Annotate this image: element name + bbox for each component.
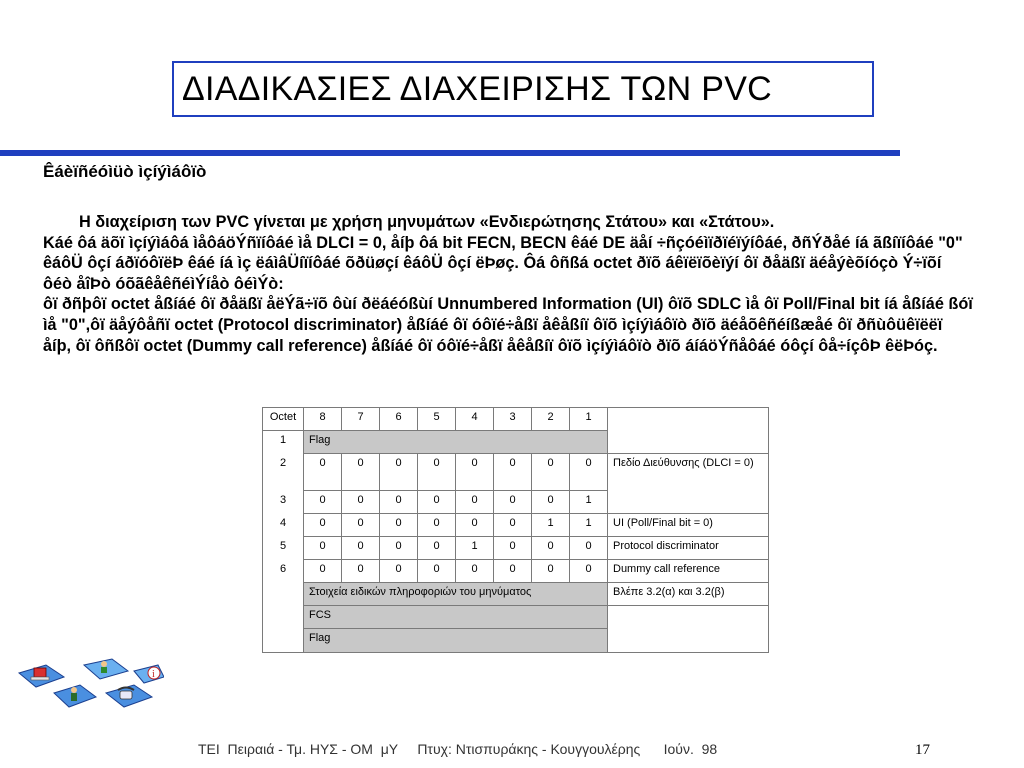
bit-cell: 0 — [570, 537, 608, 560]
bit-cell: 0 — [532, 454, 570, 491]
bit-cell: 0 — [418, 514, 456, 537]
bit-header: 2 — [532, 408, 570, 431]
bit-cell: 0 — [380, 560, 418, 583]
bit-cell: 0 — [418, 454, 456, 491]
bit-cell: 0 — [418, 491, 456, 514]
table-row — [263, 431, 769, 454]
footer-text: ΤΕΙ Πειραιά - Τμ. ΗΥΣ - ΟΜ μΥ Πτυχ: Ντισπυράκης - Κουγγουλέρης Ιούν. 98 — [198, 741, 718, 757]
flag-field: Flag — [304, 431, 608, 454]
octet-number: 2 — [263, 454, 304, 491]
octet-number: 5 — [263, 537, 304, 560]
slide-body — [43, 212, 973, 356]
bit-cell: 0 — [304, 560, 342, 583]
bit-cell: 0 — [456, 514, 494, 537]
slide-subheading: Êáèïñéóìüò ìçíýìáôïò — [43, 162, 207, 181]
bit-cell: 0 — [418, 560, 456, 583]
bit-cell: 0 — [304, 491, 342, 514]
bit-cell: 0 — [342, 454, 380, 491]
bit-cell: 0 — [380, 537, 418, 560]
bit-cell: 1 — [570, 514, 608, 537]
bit-cell: 0 — [380, 491, 418, 514]
page-number: 17 — [915, 742, 930, 758]
paragraph-dlci: Κáé ôá äõï ìçíýìáôá ìåôáöÝñïíôáé ìå DLCI = 0, åíþ ôá bit FECN, BECN êáé DE äåí ÷ñçóéìïðïéïýíôáé, ðñÝðåé íá ãßíïíôáé "0" êáôÜ ôçí áðïóôïëÞ êáé íá ìç ëáìâÜíïíôáé õðüøçí êáôÜ ôçí ëÞøç. Ôá ôñßá octet ðïõ áêïëïõèïýí ôï ðåäßï äéåýèõíóçò Ý÷ïõí ôéò åîÞò óõãêåêñéìÝíåò ôéìÝò: — [43, 233, 963, 293]
bit-cell: 0 — [570, 560, 608, 583]
bit-cell: 0 — [456, 454, 494, 491]
bit-cell: 0 — [532, 491, 570, 514]
dummy-call-reference-description: Dummy call reference — [608, 560, 769, 583]
bit-cell: 0 — [532, 560, 570, 583]
bit-header: 4 — [456, 408, 494, 431]
info-elements-description: Βλέπε 3.2(α) και 3.2(β) — [608, 583, 769, 606]
octet-header: Octet — [263, 408, 304, 431]
flag-field: Flag — [304, 629, 608, 653]
bit-header: 1 — [570, 408, 608, 431]
table-row — [263, 537, 769, 560]
desc-cell — [608, 431, 769, 454]
bit-header: 3 — [494, 408, 532, 431]
bit-header: 7 — [342, 408, 380, 431]
decorative-clipart — [14, 655, 164, 715]
fcs-field: FCS — [304, 606, 608, 629]
bit-cell: 0 — [380, 454, 418, 491]
bit-cell: 0 — [494, 537, 532, 560]
octet-number: 6 — [263, 560, 304, 583]
bit-header: 5 — [418, 408, 456, 431]
info-elements-field: Στοιχεία ειδικών πληροφοριών του μηνύματος — [304, 583, 608, 606]
bit-cell: 1 — [532, 514, 570, 537]
desc-header — [608, 408, 769, 431]
bit-cell: 0 — [456, 560, 494, 583]
network-puzzle-icon — [14, 655, 164, 715]
octet-number — [263, 629, 304, 653]
desc-cell — [608, 629, 769, 653]
computer-icon — [31, 668, 49, 680]
bit-cell: 0 — [304, 454, 342, 491]
table-row — [263, 454, 769, 491]
protocol-discriminator-description: Protocol discriminator — [608, 537, 769, 560]
bit-cell: 0 — [494, 560, 532, 583]
ui-description: UI (Poll/Final bit = 0) — [608, 514, 769, 537]
octet-number: 3 — [263, 491, 304, 514]
bit-cell: 0 — [494, 491, 532, 514]
bit-cell: 0 — [342, 491, 380, 514]
bit-cell: 0 — [456, 491, 494, 514]
table-row — [263, 514, 769, 537]
bit-cell: 0 — [494, 454, 532, 491]
bit-cell: 0 — [304, 514, 342, 537]
bit-header: 6 — [380, 408, 418, 431]
frame-format-table — [262, 407, 769, 653]
table-row — [263, 583, 769, 606]
bit-cell: 0 — [342, 514, 380, 537]
table-row — [263, 629, 769, 653]
bit-cell: 0 — [380, 514, 418, 537]
octet-number — [263, 583, 304, 606]
bit-cell: 0 — [418, 537, 456, 560]
bit-header: 8 — [304, 408, 342, 431]
paragraph-intro: Η διαχείριση των PVC γίνεται με χρήση μηνυμάτων «Ενδιερώτησης Στάτου» και «Στάτου». — [79, 213, 775, 231]
table-row — [263, 560, 769, 583]
dlci-description: Πεδίο Διεύθυνσης (DLCI = 0) — [608, 454, 769, 514]
octet-number: 4 — [263, 514, 304, 537]
desc-cell — [608, 606, 769, 629]
bit-cell: 1 — [570, 491, 608, 514]
bit-cell: 0 — [570, 454, 608, 491]
table-row — [263, 606, 769, 629]
bit-cell: 0 — [494, 514, 532, 537]
title-divider — [0, 150, 900, 156]
octet-number — [263, 606, 304, 629]
bit-cell: 1 — [456, 537, 494, 560]
table-header-row — [263, 408, 769, 431]
svg-text:i: i — [152, 669, 155, 680]
octet-number: 1 — [263, 431, 304, 454]
slide-title — [172, 61, 874, 117]
bit-cell: 0 — [342, 537, 380, 560]
bit-cell: 0 — [342, 560, 380, 583]
paragraph-octets: ôï ðñþôï octet åßíáé ôï ðåäßï åëÝã÷ïõ ôùí ðëáéóßùí Unnumbered Information (UI) ôïõ SDLC ìå ôï Poll/Final bit íá åßíáé ßóï ìå "0",ôï äåýôåñï octet (Protocol discriminator) åßíáé ôï óôïé÷åßï åêåßíï ôïõ ìçíýìáôïò ðïõ äéåõêñéíßæåé ôï ðñùôüêïëëï åíþ, ôï ôñßôï octet (Dummy call reference) åßíáé ôï óôïé÷åßï åêåßíï ôïõ ìçíýìáôïò ðïõ áíáöÝñåôáé óôçí ôå÷íçôÞ êëÞóç. — [43, 295, 973, 355]
slide-title-text: ΔΙΑΔΙΚΑΣΙΕΣ ΔΙΑΧΕΙΡΙΣΗΣ ΤΩΝ PVC — [182, 69, 773, 108]
bit-cell: 0 — [532, 537, 570, 560]
bit-cell: 0 — [304, 537, 342, 560]
